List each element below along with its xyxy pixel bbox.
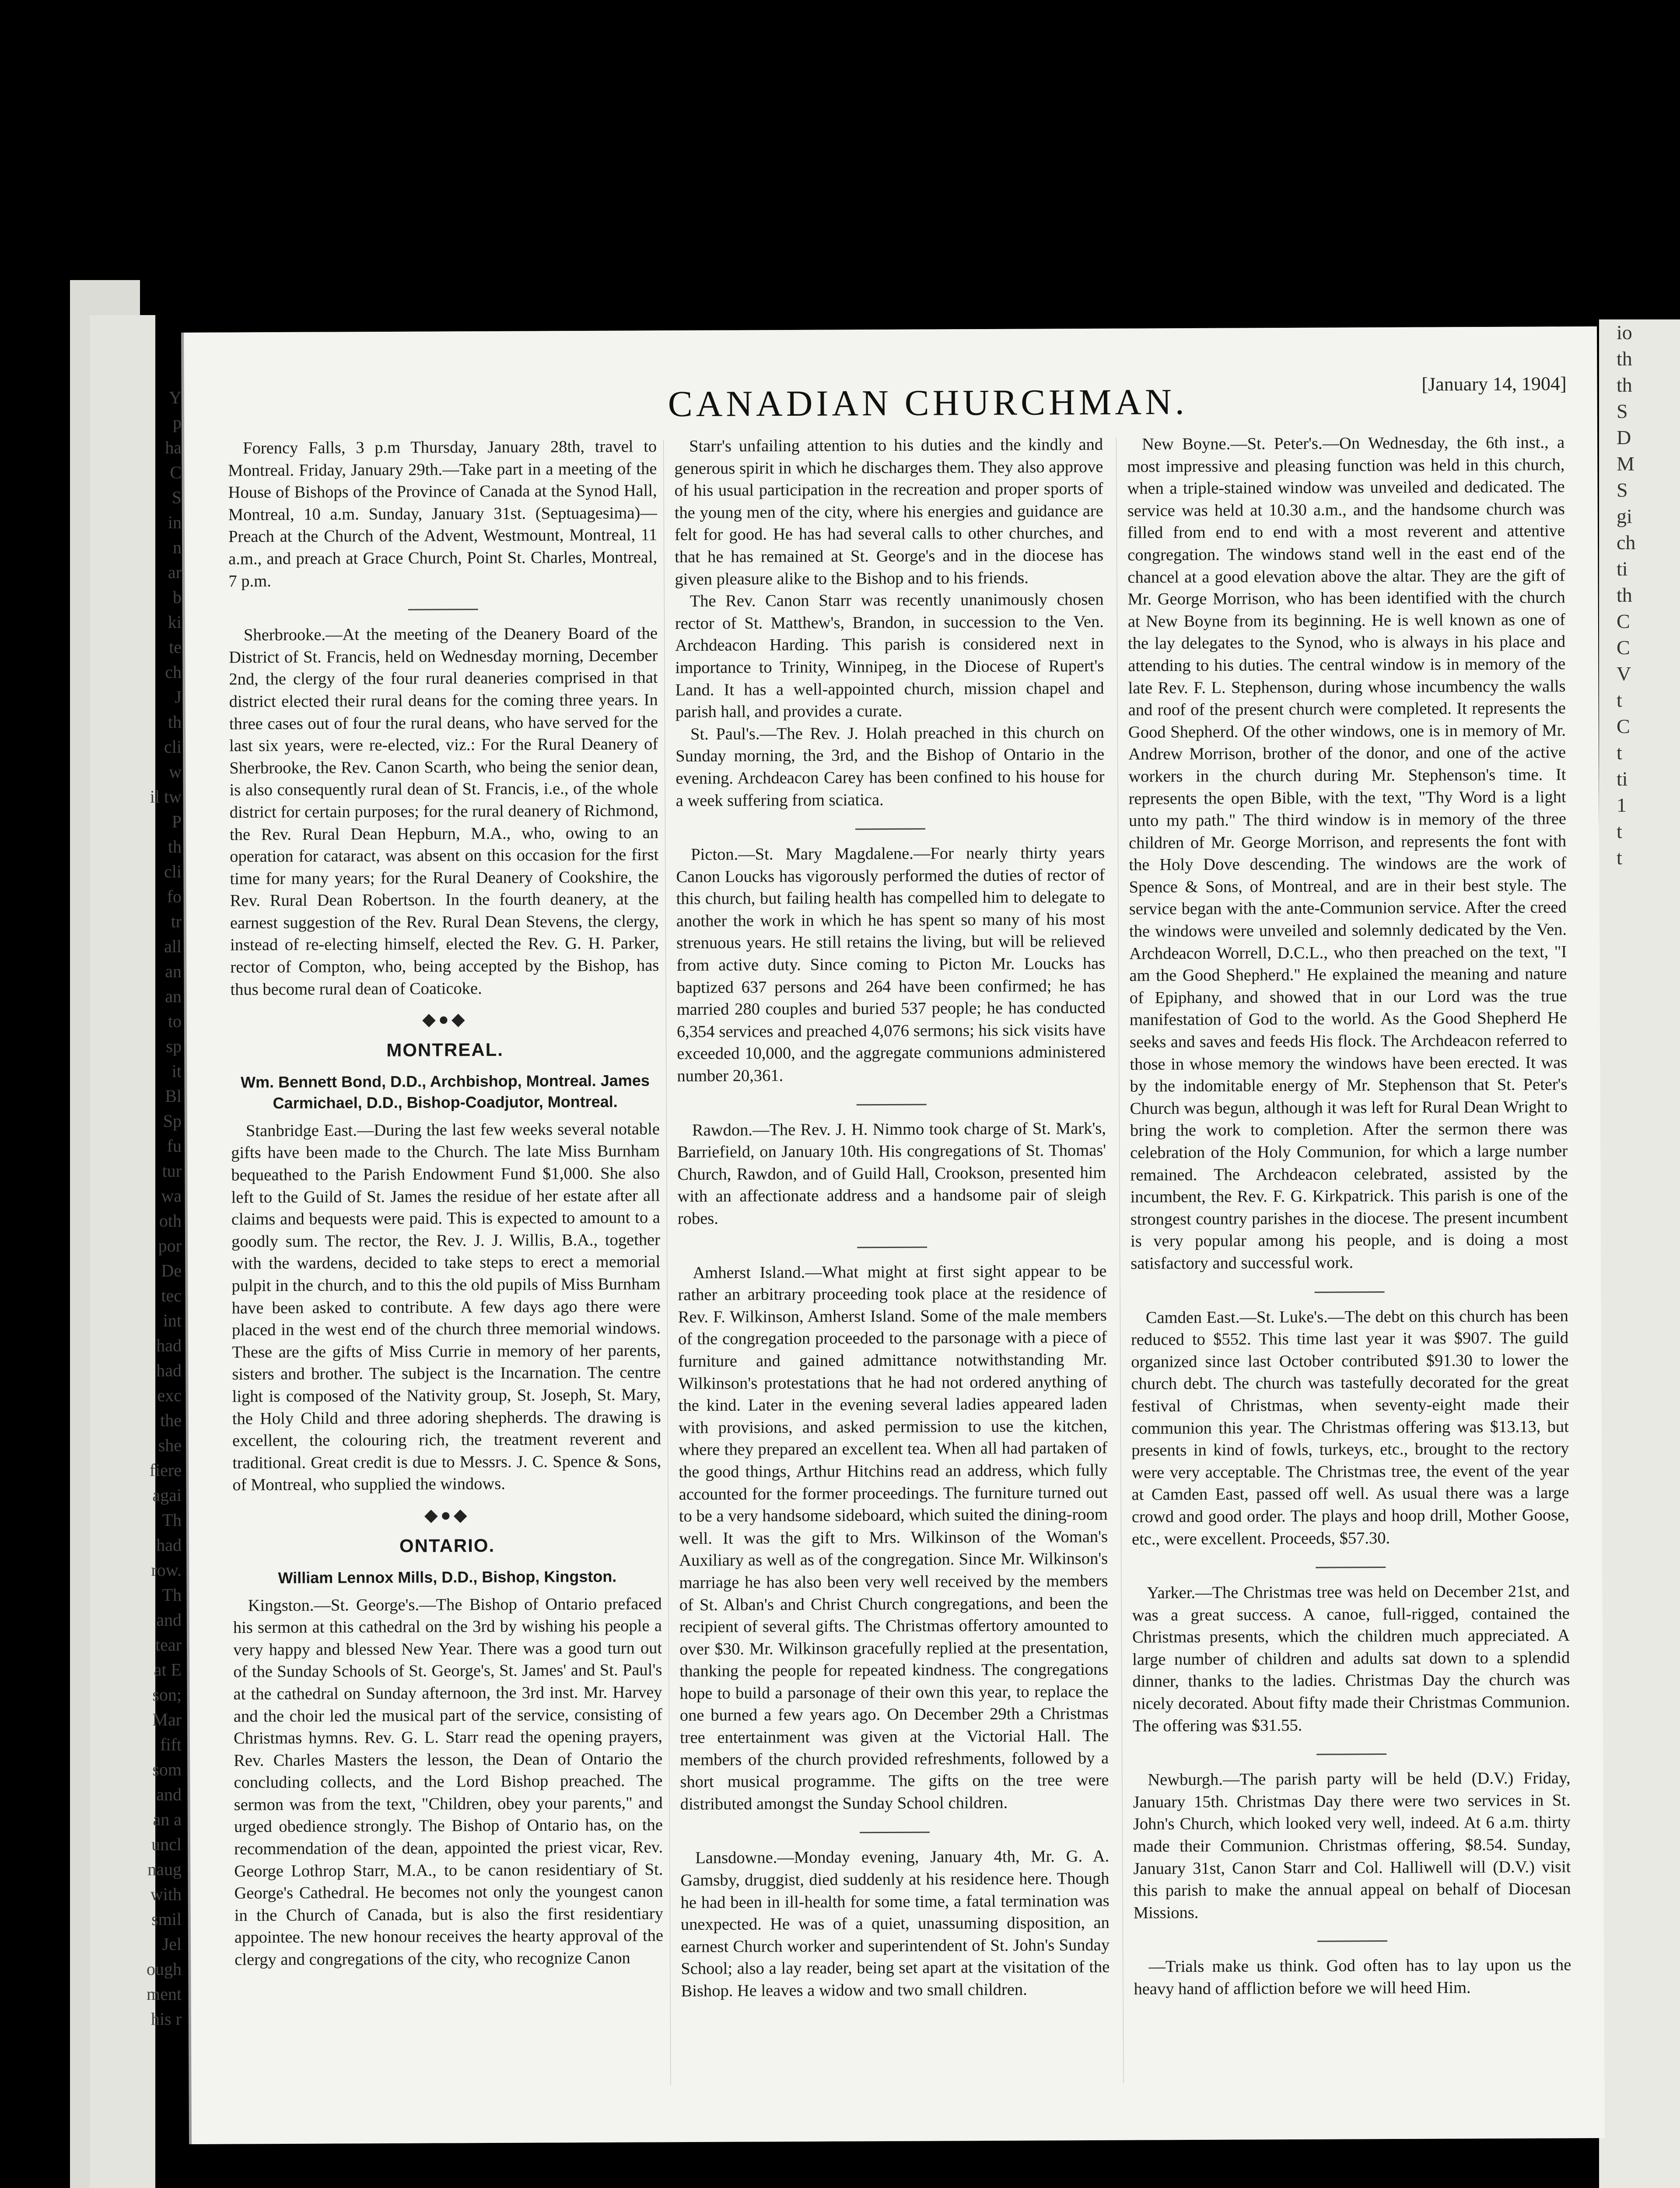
- left-page-fragments: [116, 385, 182, 2031]
- left-fragment-text: int: [163, 1311, 182, 1330]
- article-paragraph: St. Paul's.—The Rev. J. Holah preached in this church on Sunday morning, the 3rd, and the Bishop of Ontario in the evening. Archdeacon Carey has been confined to his house for a week suffering from sciatica.: [676, 723, 1105, 810]
- left-fragment-text: De: [161, 1261, 182, 1280]
- article-paragraph: Rawdon.—The Rev. J. H. Nimmo took charge of St. Mark's, Barriefield, on January 10th. His congregations of St. Thomas' Church, Rawdon, and of Guild Hall, Crookson, presented him with an affectionate address and a handsome pair of sleigh robes.: [677, 1119, 1106, 1228]
- left-fragment-text: ki: [168, 612, 182, 632]
- newspaper-page: [184, 326, 1605, 2144]
- left-fragment-text: Th: [162, 1510, 182, 1530]
- bishop-line: William Lennox Mills, D.D., Bishop, Kingston.: [278, 1567, 617, 1587]
- right-fragment-text: S: [1617, 479, 1628, 501]
- left-fragment-text: b: [173, 587, 182, 607]
- article-paragraph: Camden East.—St. Luke's.—The debt on this church has been reduced to $552. This time last year it was $907. The guild organized since last October contributed $91.30 to lower the church debt. The church was tastefully decorated for the great festival of Christmas, when seventy-eight made their communion this year. The Christmas offering was $13.13, but presents in kind of fowls, turkeys, etc., brought to the rectory were very acceptable. The Christmas tree, the event of the year at Camden East, passed off well. As usual there was a large crowd and good order. The plays and hoop drill, Mother Goose, etc., were excellent. Proceeds, $57.30.: [1130, 1306, 1569, 1549]
- divider: [1315, 1291, 1385, 1293]
- article-paragraph: —Trials make us think. God often has to lay upon us the heavy hand of affliction before we will heed Him.: [1134, 1956, 1572, 1999]
- article-paragraph: Amherst Island.—What might at first sight appear to be rather an arbitrary proceeding took place at the residence of Rev. F. Wilkinson, Amherst Island. Some of the male members of the congregation proceeded to the parsonage with a piece of furniture and gained admittance notwithstanding Mr. Wilkinson's protestations that he had not ordered anything of the kind. Later in the evening several ladies appeared laden with provisions, and asked permission to use the kitchen, where they prepared an excellent tea. When all had partaken of the good things, Arthur Hitchins read an address, which fully accounted for the former proceedings. The furniture turned out to be a very handsome sideboard, which suited the dining-room well. It was the gift to Mrs. Wilkinson of the Woman's Auxiliary as well as of the congregation. Since Mr. Wilkinson's marriage he has also been very well received by the members of St. Alban's and Christ Church congregations, and been the recipient of several gifts. The Christmas offertory amounted to over $30. Mr. Wilkinson gracefully replied at the presentation, thanking the people for repeated kindness. The congregations hope to build a parsonage of their own this year, to replace the one burned a few years ago. On December 29th a Christmas tree entertainment was given at the Victorial Hall. The members of the church provided refreshments, followed by a short musical programme. The gifts on the tree were distributed amongst the Sunday School children.: [678, 1262, 1109, 1813]
- left-fragment-text: naug: [147, 1859, 182, 1879]
- left-fragment-text: at E: [154, 1660, 182, 1680]
- left-fragment-text: Sp: [163, 1111, 182, 1131]
- column-2: [674, 434, 1110, 2002]
- right-fragment-text: th: [1617, 374, 1632, 396]
- left-fragment-text: row.: [151, 1560, 182, 1580]
- left-fragment-text: to: [168, 1011, 182, 1031]
- left-fragment-text: wa: [161, 1186, 182, 1206]
- left-fragment-text: ch: [165, 662, 182, 682]
- left-fragment-text: ough: [147, 1959, 182, 1979]
- right-fragment-text: D: [1617, 426, 1631, 449]
- right-fragment-text: ti: [1617, 768, 1628, 790]
- divider: [857, 1246, 927, 1248]
- ornament-divider: ◆●◆: [422, 1009, 468, 1029]
- left-fragment-text: tur: [162, 1161, 182, 1181]
- left-fragment-text: son;: [152, 1685, 182, 1704]
- left-fragment-text: ment: [147, 1984, 182, 2004]
- left-fragment-text: uncl: [151, 1834, 182, 1854]
- divider: [408, 609, 478, 610]
- left-fragment-text: som: [152, 1760, 182, 1779]
- left-fragment-text: Bl: [165, 1086, 182, 1106]
- left-fragment-text: fiere: [149, 1460, 182, 1480]
- column-rule: [1116, 438, 1124, 2083]
- right-fragment-text: M: [1617, 452, 1634, 475]
- left-fragment-text: smil: [151, 1909, 182, 1929]
- right-fragment-text: V: [1617, 663, 1631, 685]
- left-fragment-text: fift: [160, 1735, 182, 1754]
- next-page-fragment: [1599, 319, 1680, 2188]
- left-fragment-text: p: [173, 413, 182, 432]
- divider: [860, 1832, 930, 1834]
- left-fragment-text: th: [168, 837, 182, 856]
- left-fragment-text: oth: [159, 1211, 182, 1231]
- left-fragment-text: th: [168, 712, 182, 732]
- left-fragment-text: Y: [169, 388, 182, 407]
- masthead: CANADIAN CHURCHMAN.: [668, 381, 1188, 425]
- article-paragraph: Stanbridge East.—During the last few weeks several notable gifts have been made to the Church. The late Miss Burnham bequeathed to the Parish Endowment Fund $1,000. She also left to the Guild of St. James the residue of her estate after all claims and bequests were paid. This is expected to amount to a goodly sum. The rector, the Rev. J. J. Willis, B.A., together with the wardens, decided to take steps to erect a memorial pulpit in the church, and to this the old pupils of Miss Burnham have been asked to contribute. A few days ago there were placed in the west end of the church three memorial windows. These are the gifts of Miss Currie in memory of her parents, sisters and brother. The subject is the Incarnation. The centre light is composed of the Nativity group, St. Joseph, St. Mary, the Holy Child and three adoring shepherds. The drawing is excellent, the colouring rich, the treatment reverent and traditional. Great credit is due to Messrs. J. C. Spence & Sons, of Montreal, who supplied the windows.: [231, 1120, 662, 1494]
- left-fragment-text: cli: [164, 737, 182, 757]
- left-fragment-text: an: [165, 986, 182, 1006]
- article-paragraph: The Rev. Canon Starr was recently unanimously chosen rector of St. Matthew's, Brandon, in succession to the Ven. Archdeacon Harding. This parish is considered next in importance to Trinity, Winnipeg, in the Diocese of Rupert's Land. It has a well-appointed church, mission chapel and parish hall, and provides a curate.: [675, 590, 1104, 722]
- right-fragment-text: t: [1617, 689, 1622, 711]
- right-fragment-text: th: [1617, 347, 1632, 370]
- ornament-divider: ◆●◆: [424, 1505, 470, 1525]
- left-fragment-text: fu: [167, 1136, 182, 1156]
- right-fragment-text: io: [1617, 321, 1632, 344]
- left-fragment-text: exc: [157, 1385, 182, 1405]
- left-fragment-text: she: [158, 1435, 182, 1455]
- left-fragment-text: n: [173, 537, 182, 557]
- left-fragment-text: in: [168, 512, 182, 532]
- left-fragment-text: J: [175, 687, 182, 707]
- left-fragment-text: tr: [171, 912, 182, 931]
- article-paragraph: Picton.—St. Mary Magdalene.—For nearly thirty years Canon Loucks has vigorously performed the duties of rector of this church, but failing health has compelled him to delegate to another the work in which he has spent so many of his most strenuous years. He still retains the living, but will be relieved from active duty. Since coming to Picton Mr. Loucks has baptized 637 persons and 264 have been confirmed; he has married 280 couples and buried 537 people; he has conducted 6,354 services and preached 4,076 sermons; his sick visits have exceeded 10,000, and the aggregate communions administered number 20,361.: [676, 843, 1106, 1086]
- section-heading: ONTARIO.: [399, 1535, 495, 1556]
- right-fragment-text: C: [1617, 636, 1630, 659]
- left-fragment-text: had: [156, 1336, 182, 1355]
- bishop-line: Wm. Bennett Bond, D.D., Archbishop, Montreal. James Carmichael, D.D., Bishop-Coadjutor, Montreal.: [240, 1071, 650, 1112]
- divider: [1316, 1753, 1386, 1755]
- right-fragment-text: ti: [1617, 558, 1628, 580]
- divider: [1317, 1940, 1387, 1942]
- right-fragment-text: 1: [1617, 794, 1627, 816]
- left-fragment-text: ha: [165, 438, 182, 457]
- column-3: [1127, 431, 1572, 2000]
- column-rule: [663, 440, 671, 2085]
- right-fragment-text: th: [1617, 584, 1632, 606]
- left-fragment-text: tear: [155, 1635, 182, 1655]
- left-fragment-text: with: [150, 1884, 182, 1904]
- left-fragment-text: all: [164, 936, 182, 956]
- left-fragment-text: his r: [151, 2009, 182, 2029]
- right-fragment-text: ch: [1617, 531, 1636, 554]
- left-fragment-text: and: [156, 1610, 182, 1630]
- column-1: [228, 435, 663, 1971]
- divider: [857, 1104, 927, 1105]
- left-fragment-text: it: [172, 1061, 182, 1081]
- left-fragment-text: Jel: [162, 1934, 182, 1954]
- divider: [1316, 1567, 1386, 1568]
- article-paragraph: Forency Falls, 3 p.m Thursday, January 28th, travel to Montreal. Friday, January 29th.—Take part in a meeting of the House of Bishops of the Province of Canada at the Synod Hall, Montreal, 10 a.m. Sunday, January 31st. (Septuagesima)—Preach at the Church of the Advent, Westmount, Montreal, 11 a.m., and preach at Grace Church, Point St. Charles, Montreal, 7 p.m.: [228, 437, 658, 591]
- right-fragment-text: t: [1617, 846, 1622, 869]
- right-fragment-text: S: [1617, 400, 1628, 422]
- left-fragment-text: tec: [161, 1286, 182, 1305]
- article-paragraph: Kingston.—St. George's.—The Bishop of Ontario prefaced his sermon at this cathedral on the 3rd by wishing his people a very happy and blessed New Year. There was a good turn out of the Sunday Schools of St. George's, St. James' and St. Paul's at the cathedral on Sunday afternoon, the 3rd inst. Mr. Harvey and the choir led the musical part of the service, consisting of Christmas hymns. Rev. G. L. Starr read the opening prayers, Rev. Charles Masters the lesson, the Dean of Ontario the concluding collects, and the Lord Bishop preached. The sermon was from the text, "Children, obey your parents," and urged obedience strongly. The Bishop of Ontario has, on the recommendation of the dean, appointed the priest vicar, Rev. George Lothrop Starr, M.A., to be canon residentiary of St. George's Cathedral. He becomes not only the youngest canon in the Church of Canada, but is also the first residentiary appointee. The new honour receives the hearty approval of the clergy and congregations of the city, who recognize Canon: [233, 1594, 664, 1969]
- left-fragment-text: cli: [164, 862, 182, 881]
- left-fragment-text: te: [169, 637, 182, 657]
- article-paragraph: Lansdowne.—Monday evening, January 4th, Mr. G. A. Gamsby, druggist, died suddenly at his residence here. Though he had been in ill-health for some time, a fatal termination was unexpected. He was of a quiet, unassuming disposition, an earnest Church worker and superintendent of St. John's Sunday School; also a lay reader, being set apart at the visitation of the Bishop. He leaves a widow and two small children.: [680, 1847, 1110, 2001]
- left-fragment-text: and: [156, 1785, 182, 1804]
- issue-date: [January 14, 1904]: [1421, 373, 1567, 395]
- left-fragment-text: fo: [167, 887, 182, 906]
- left-fragment-text: il tw: [150, 787, 182, 806]
- left-fragment-text: P: [172, 812, 182, 831]
- article-paragraph: Yarker.—The Christmas tree was held on December 21st, and was a great success. A canoe, full-rigged, contained the Christmas presents, which the children much appreciated. A large number of children and adults sat down to a splendid dinner, thanks to the ladies. Christmas Day the church was nicely decorated. About fifty made their Christmas Communion. The offering was $31.55.: [1132, 1582, 1570, 1736]
- section-heading: MONTREAL.: [386, 1039, 504, 1061]
- left-fragment-text: por: [158, 1236, 182, 1255]
- left-fragment-text: Mar: [152, 1710, 182, 1729]
- left-fragment-text: C: [170, 463, 182, 482]
- left-fragment-text: Th: [162, 1585, 182, 1605]
- left-fragment-text: an a: [153, 1809, 182, 1829]
- article-paragraph: Newburgh.—The parish party will be held (D.V.) Friday, January 15th. Christmas Day there were two services in St. John's Church, which looked very well, indeed. At 6 a.m. thirty made their Communion. Christmas offering, $8.54. Sunday, January 31st, Canon Starr and Col. Halliwell will (D.V.) visit this parish to make the annual appeal on behalf of Diocesan Missions.: [1133, 1769, 1571, 1922]
- left-fragment-text: an: [165, 961, 182, 981]
- left-fragment-text: ar: [168, 562, 182, 582]
- left-fragment-text: agai: [152, 1485, 182, 1505]
- left-fragment-text: had: [156, 1360, 182, 1380]
- article-paragraph: Starr's unfailing attention to his duties and the kindly and generous spirit in which he discharges them. They also approve of his usual participation in the recreation and proper sports of the young men of the city, where his energies and guidance are felt for good. He has had several calls to other churches, and that he has remained at St. George's and in the diocese has given pleasure alike to the Bishop and to his friends.: [674, 435, 1104, 589]
- right-fragment-text: C: [1617, 610, 1630, 632]
- article-paragraph: Sherbrooke.—At the meeting of the Deanery Board of the District of St. Francis, held on Wednesday morning, December 2nd, the clergy of the four rural deaneries comprised in that district elected their rural deans for the coming three years. In three cases out of four the rural deans, who have served for the last six years, were re-elected, viz.: For the Rural Deanery of Sherbrooke, the Rev. Canon Scarth, who being the senior dean, is also consequently rural dean of St. Francis, i.e., of the whole district for certain purposes; for the rural deanery of Richmond, the Rev. Rural Dean Hepburn, M.A., who, owing to an operation for cataract, was absent on this occasion for the first time for many years; for the Rural Deanery of Cookshire, the Rev. Rural Dean Robertson. In the fourth deanery, at the earnest suggestion of the Rev. Rural Dean Stevens, the clergy, instead of re-electing himself, elected the Rev. G. H. Parker, rector of Compton, who, being accepted by the Bishop, has thus become rural dean of Coaticoke.: [229, 624, 659, 999]
- left-fragment-text: the: [160, 1410, 182, 1430]
- right-fragment-text: t: [1617, 741, 1622, 764]
- left-fragment-text: w: [169, 762, 182, 782]
- article-paragraph: New Boyne.—St. Peter's.—On Wednesday, the 6th inst., a most impressive and pleasing function was held in this church, when a triple-stained window was unveiled and dedicated. The service was held at 10.30 a.m., and the handsome church was filled from end to end with a most reverent and attentive congregation. The windows stand well in the east end of the chancel at a good elevation above the altar. They are the gift of Mr. George Morrison, who has been identified with the church at New Boyne from its beginning. He is well known as one of the lay delegates to the Synod, who is always in his place and attending to his duties. The central window is in memory of the late Rev. F. L. Stephenson, during whose incumbency the walls and roof of the present church were completed. It represents the Good Shepherd. Of the other windows, one is in memory of Mr. Andrew Morrison, brother of the donor, and one of the active workers in the church during Mr. Stephenson's time. It represents the open Bible, with the text, "Thy Word is a light unto my path." The third window is in memory of the three children of Mr. George Morrison, and represents the font with the Holy Dove descending. The windows are the work of Spence & Sons, of Montreal, and are in their best style. The service began with the ante-Communion service. After the creed the windows were unveiled and solemnly dedicated by the Ven. Archdeacon Worrell, D.C.L., who then preached on the text, "I am the Good Shepherd." He explained the meaning and nature of Epiphany, and showed that in our Lord was the true manifestation of God to the world. As the Good Shepherd He seeks and saves and feeds His flock. The Archdeacon referred to those in whose memory the windows have been erected. It was by the indomitable energy of Mr. Stephenson that St. Peter's Church was begun, although it was left for Rural Dean Wright to bring the work to completion. After the sermon there was celebration of the Holy Communion, for which a large number remained. The Archdeacon celebrated, assisted by the incumbent, the Rev. F. G. Kirkpatrick. This parish is one of the strongest country parishes in the diocese. The present incumbent is very popular among his people, and is doing a most satisfactory and successful work.: [1127, 433, 1568, 1273]
- left-fragment-text: sp: [166, 1036, 182, 1056]
- page-header: [184, 373, 1597, 433]
- right-fragment-text: gi: [1617, 505, 1632, 527]
- left-fragment-text: S: [172, 487, 182, 507]
- left-fragment-text: had: [156, 1535, 182, 1555]
- right-fragment-text: t: [1617, 820, 1622, 842]
- divider: [855, 828, 925, 830]
- right-fragment-text: C: [1617, 715, 1630, 737]
